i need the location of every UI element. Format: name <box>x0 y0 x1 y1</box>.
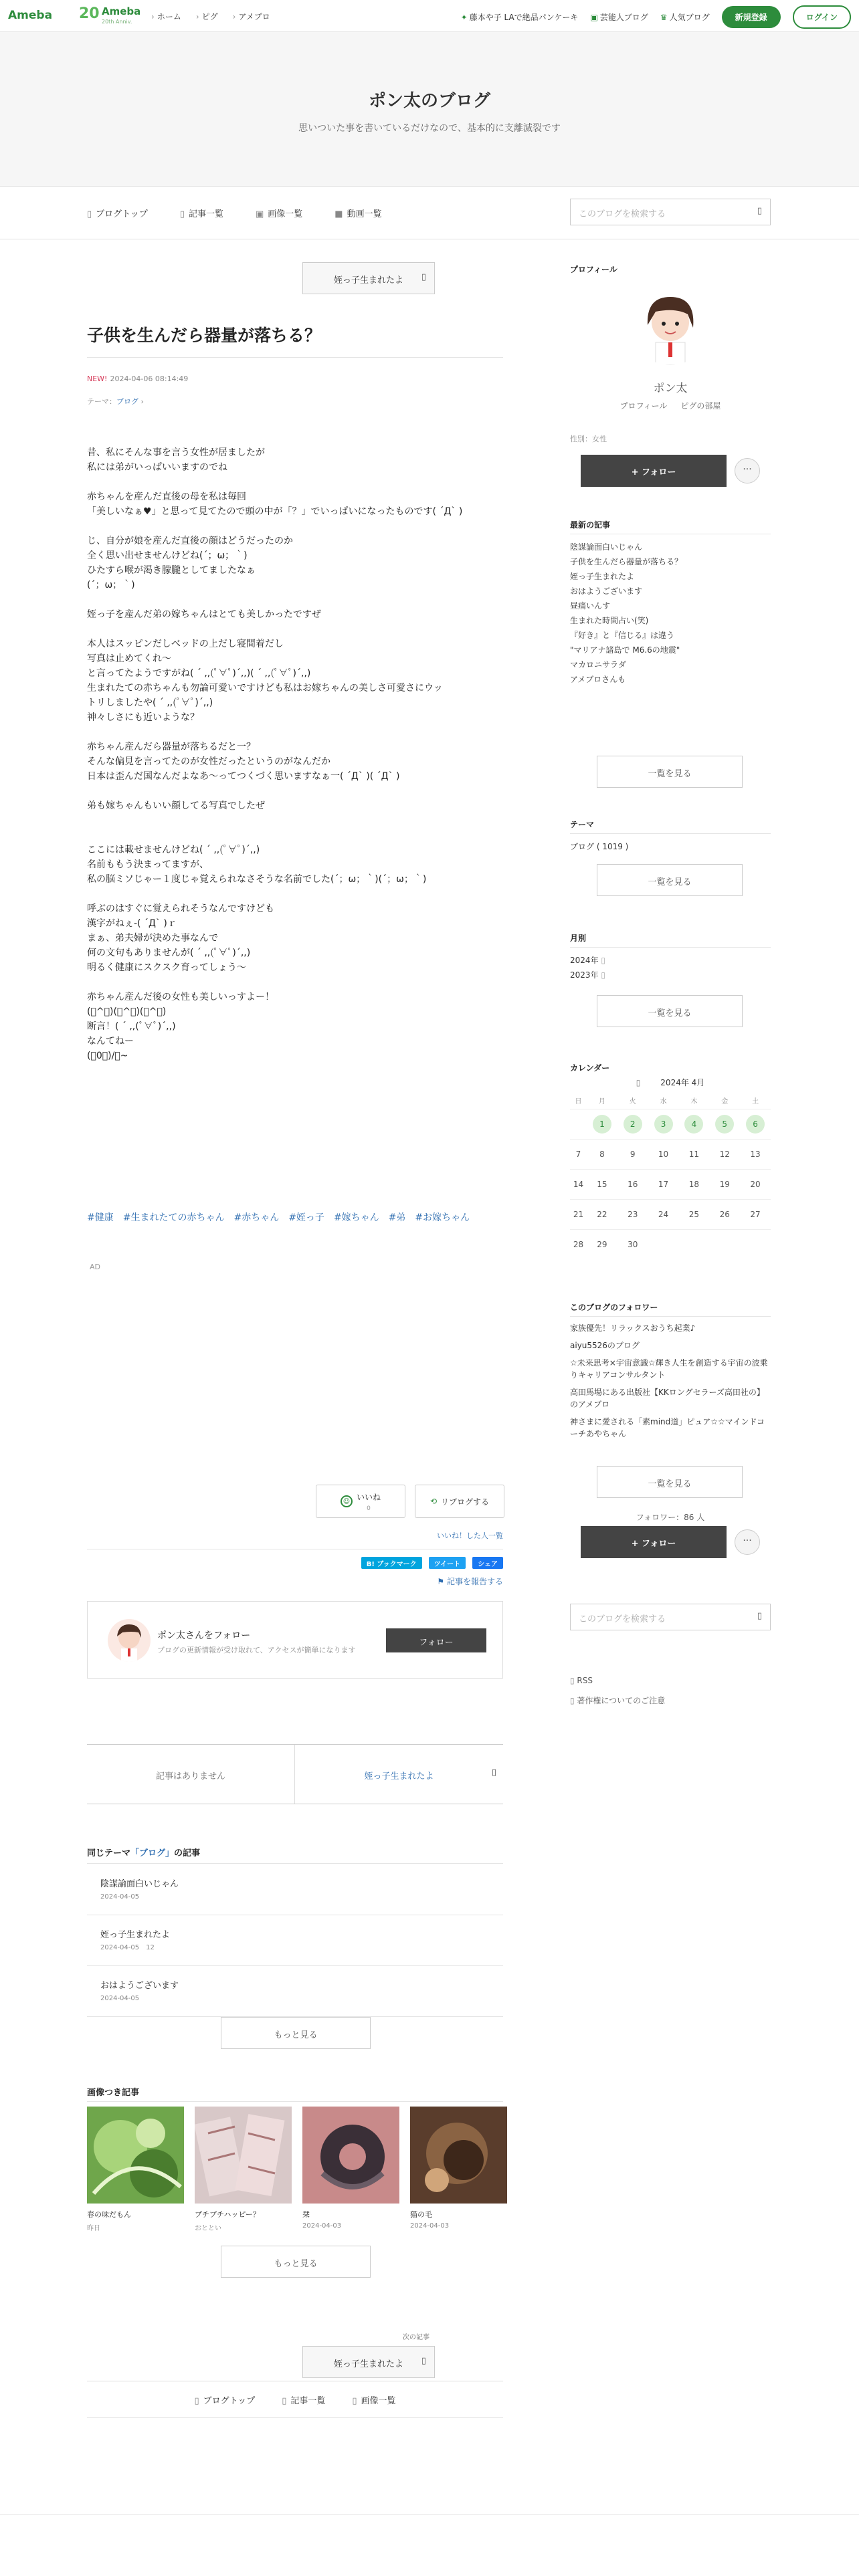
entry-body-line: じ、自分が娘を産んだ直後の顔はどうだったのか <box>87 536 293 546</box>
hashtag-link[interactable]: #生まれたての赤ちゃん <box>122 1212 225 1223</box>
entry-body-line: と言ってたようですがね( ´ ,,(ﾟ∀ﾟ)´,,)( ´ ,,(ﾟ∀ﾟ)´,,) <box>87 668 311 679</box>
calendar-day: 21 <box>570 1199 587 1229</box>
calendar-day: 8 <box>587 1139 617 1169</box>
blog-nav-videos[interactable]: ■ 動画一覧 <box>335 209 382 219</box>
calendar-day: 11 <box>678 1139 709 1169</box>
next-entry-bottom-button[interactable]: 姪っ子生まれたよ ▯ <box>302 2346 435 2378</box>
calendar-day: 22 <box>587 1199 617 1229</box>
followers-list <box>570 1316 771 1445</box>
like-list-link[interactable]: いいね！した人一覧 <box>437 1531 503 1540</box>
entry-body-line: (ﾟ0ﾟ)/ｰ~ <box>87 1051 128 1061</box>
calendar-day: 25 <box>678 1199 709 1229</box>
entry-thumbnail <box>87 2107 184 2204</box>
ameba-logo[interactable]: Ameba <box>8 9 53 22</box>
calendar-day: 13 <box>740 1139 771 1169</box>
report-link[interactable]: ⚑ 記事を報告する <box>437 1577 503 1586</box>
calendar-month: ▯ 2024年 4月 <box>636 1078 705 1087</box>
recent-entry-link[interactable]: マカロニサラダ <box>570 660 626 669</box>
entry-body-line: ひたすら喉が渇き朦朧としてましたなぁ <box>87 565 256 576</box>
related-entry[interactable] <box>87 1966 503 2017</box>
hashtags <box>87 1210 470 1224</box>
avatar <box>108 1619 151 1662</box>
smile-icon: ☺ <box>341 1495 353 1507</box>
theme-list <box>570 833 771 854</box>
entry-body-line <box>87 519 503 534</box>
follower-count: フォロワー：86 人 <box>636 1513 705 1522</box>
calendar-day <box>740 1229 771 1259</box>
related-heading: 同じテーマ「ブログ」の記事 <box>87 1848 201 1858</box>
page-bottom-divider <box>0 2514 859 2515</box>
list-icon: ▯ <box>282 2395 287 2406</box>
recent-list <box>570 534 771 687</box>
calendar-day: 26 <box>709 1199 740 1229</box>
blog-nav-top[interactable]: ▯ ブログトップ <box>87 209 148 219</box>
entry-body-line: 全く思い出せませんけどね(´；ω；｀) <box>87 550 248 561</box>
theme-heading: テーマ <box>570 820 595 829</box>
calendar-day: 7 <box>570 1139 587 1169</box>
blog-subtitle: 思いついた事を書いているだけなので、基本的に支離滅裂です <box>298 123 561 134</box>
month-item[interactable]: 2024年 ▯ <box>570 956 605 965</box>
footer-nav <box>87 2381 503 2418</box>
blog-header <box>0 32 859 186</box>
recent-entry-link[interactable]: 昼痛いんす <box>570 601 611 611</box>
image-entry-card[interactable]: プチプチハッピー？ おととい <box>195 2107 292 2232</box>
related-entry-date: 2024-04-05 12 <box>100 1944 155 1951</box>
calendar-day: 27 <box>740 1199 771 1229</box>
nav-ameblo[interactable]: › アメブロ <box>232 12 270 21</box>
follower-link[interactable]: aiyu5526のブログ <box>570 1341 640 1350</box>
sparkle-icon: ✦ <box>460 13 468 22</box>
tweet-button[interactable]: ツイート <box>429 1557 466 1569</box>
chevron-right-icon: › <box>232 12 236 21</box>
recent-entry-link[interactable]: アメブロさんも <box>570 675 626 684</box>
entry-body-line: 赤ちゃん産んだら器量が落ちるだと一？ <box>87 742 256 752</box>
entry-thumbnail <box>195 2107 292 2204</box>
calendar-heading: カレンダー <box>570 1063 610 1073</box>
next-entry-link[interactable]: 姪っ子生まれたよ ▯ <box>364 1767 496 1782</box>
calendar-day[interactable]: 1 <box>587 1109 617 1139</box>
entry-body-line <box>87 887 503 901</box>
promo-link[interactable]: ✦ 藤本や子 LAで絶品パンケーキ <box>460 13 579 22</box>
calendar-day: 17 <box>648 1169 679 1199</box>
calendar-day: 12 <box>709 1139 740 1169</box>
official-blog-link[interactable]: ▣ 芸能人ブログ <box>590 13 648 22</box>
image-entry-card[interactable]: 栞 2024-04-03 <box>302 2107 399 2232</box>
calendar <box>570 1077 771 1259</box>
blog-title[interactable]: ポン太のブログ <box>368 91 490 111</box>
calendar-day: 20 <box>740 1169 771 1199</box>
entry-body-line <box>87 784 503 798</box>
calendar-day <box>570 1109 587 1139</box>
calendar-day: 29 <box>587 1229 617 1259</box>
entry-body-line <box>87 622 503 637</box>
weekday-label: 日 <box>575 1098 582 1106</box>
anniversary-mark-icon: 20 <box>79 5 100 22</box>
next-entry-top-button[interactable]: 姪っ子生まれたよ ▯ <box>302 262 435 294</box>
login-button[interactable]: ログイン <box>793 5 851 29</box>
entry-body-line <box>87 475 503 490</box>
crown-icon: ♛ <box>660 13 668 22</box>
calendar-prev-icon[interactable]: ▯ <box>636 1078 641 1087</box>
divider <box>87 357 503 358</box>
calendar-day: 14 <box>570 1169 587 1199</box>
profile-link[interactable]: プロフィール <box>619 401 668 411</box>
reblog-button[interactable]: ⟲ リブログする <box>415 1485 504 1518</box>
weekday-label: 木 <box>690 1098 698 1106</box>
profile-name[interactable]: ポン太 <box>653 382 688 395</box>
entry-body-line: 何の文句もありませんが( ´ ,,(ﾟ∀ﾟ)´,,) <box>87 948 251 958</box>
follow-name: ポン太さんをフォロー <box>157 1630 251 1641</box>
document-icon: ▯ <box>570 1696 577 1705</box>
followers-see-all-button[interactable]: 一覧を見る <box>597 1466 743 1498</box>
related-entry-date: 2024-04-05 <box>100 1893 140 1901</box>
image-entries-heading: 画像つき記事 <box>87 2088 140 2098</box>
recent-entry-link[interactable]: おはようございます <box>570 586 643 596</box>
entry-body-line: トリしましたや( ´ ,,(ﾟ∀ﾟ)´,,) <box>87 697 213 708</box>
more-options-button[interactable]: ··· <box>735 458 760 484</box>
follow-box <box>87 1601 503 1679</box>
entry-body-line: 名前ももう決まってますが、 <box>87 859 209 870</box>
global-header <box>0 0 859 32</box>
next-entry-label: 次の記事 <box>403 2334 430 2341</box>
entry-body-line <box>87 593 503 607</box>
entry-meta: NEW! 2024-04-06 08:14:49 <box>87 374 189 383</box>
hashtag-link[interactable]: #姪っ子 <box>288 1212 324 1223</box>
hashtag-link[interactable]: #お嫁ちゃん <box>415 1212 470 1223</box>
footer-nav-top[interactable]: ▯ ブログトップ <box>194 2395 256 2406</box>
calendar-day <box>709 1229 740 1259</box>
footer-nav-entries[interactable]: ▯ 記事一覧 <box>282 2395 326 2406</box>
recent-entry-link[interactable]: 生まれた時間占い(笑) <box>570 616 649 625</box>
entry-body-line: 私の脳ミソじゃー１度じゃ覚えられなさそうな名前でした(´；ω；｀)(´；ω；｀) <box>87 874 427 885</box>
entry-body-line: 写真は止めてくれ〜 <box>87 653 171 664</box>
entry-body-line: ここには載せませんけどね( ´ ,,(ﾟ∀ﾟ)´,,) <box>87 845 260 855</box>
month-heading: 月別 <box>570 934 587 943</box>
signup-button[interactable]: 新規登録 <box>722 6 781 28</box>
related-entry-title: 陰謀論面白いじゃん <box>100 1879 179 1889</box>
related-entry-title: おはようございます <box>100 1981 179 1991</box>
pigg-room-link[interactable]: ピグの部屋 <box>680 401 721 411</box>
calendar-day: 19 <box>709 1169 740 1199</box>
calendar-day[interactable]: 6 <box>740 1109 771 1139</box>
calendar-day: 28 <box>570 1229 587 1259</box>
calendar-day: 23 <box>617 1199 648 1229</box>
related-theme-link[interactable]: 「ブログ」 <box>130 1848 175 1858</box>
follower-link[interactable]: ☆未来思考×宇宙意識☆輝き人生を創造する宇宙の波乗りキャリアコンサルタント <box>570 1358 768 1380</box>
calendar-day[interactable]: 5 <box>709 1109 740 1139</box>
entry-body-line <box>87 975 503 990</box>
chevron-right-icon: ▯ <box>601 970 605 980</box>
more-options-button-2[interactable]: ··· <box>735 1529 760 1555</box>
sidebar-follow-button[interactable]: + フォロー <box>581 455 727 487</box>
images-more-button[interactable]: もっと見る <box>221 2246 371 2278</box>
hatena-bookmark-button[interactable]: B! ブックマーク <box>361 1557 422 1569</box>
entry-body-line <box>87 828 503 843</box>
recent-entry-link[interactable]: 子供を生んだら器量が落ちる？ <box>570 557 683 566</box>
chevron-right-icon: › <box>151 12 155 21</box>
image-entry-card[interactable]: 春の味だもん 昨日 <box>87 2107 184 2232</box>
hashtag-link[interactable]: #健康 <box>87 1212 114 1223</box>
blog-nav <box>0 186 859 239</box>
popular-blog-link[interactable]: ♛ 人気ブログ <box>660 13 710 22</box>
profile-sex: 性別：女性 <box>570 435 607 443</box>
list-icon: ▯ <box>179 209 185 219</box>
facebook-share-button[interactable]: シェア <box>472 1557 503 1569</box>
entry-theme: テーマ：ブログ › <box>87 397 144 406</box>
rss-link[interactable]: ▯ RSS <box>570 1676 593 1685</box>
recent-heading: 最新の記事 <box>570 520 611 530</box>
entry-body-line: 姪っ子を産んだ弟の嫁ちゃんはとても美しかったですぜ <box>87 609 321 620</box>
entry-body-line: 明るく健康にスクスク育ってしょう〜 <box>87 962 246 973</box>
recent-entry-link[interactable]: "マリアナ諸島で M6.6の地震" <box>570 645 680 655</box>
hashtag-link[interactable]: #赤ちゃん <box>233 1212 280 1223</box>
like-button[interactable]: ☺ いいね 0 <box>316 1485 405 1518</box>
image-icon: ▣ <box>255 209 264 219</box>
entry-body-line: なんてねー <box>87 1036 134 1047</box>
entry-body-line: 漢字がねぇ-( ´Д` )ｒ <box>87 918 177 929</box>
prev-entry: 記事はありません <box>87 1745 295 1804</box>
divider <box>570 947 771 948</box>
page-icon: ▯ <box>87 209 92 219</box>
blog-nav-images[interactable]: ▣ 画像一覧 <box>255 209 303 219</box>
chevron-right-icon: ▯ <box>601 956 605 965</box>
chevron-right-icon: › <box>195 12 199 21</box>
chevron-right-icon: ▯ <box>421 2356 426 2366</box>
related-entry[interactable] <box>87 1915 503 1966</box>
entry-body-line: そんな偏見を言ってたのが女性だったというのがなんだか <box>87 756 330 767</box>
entry-body-line: 「美しいなぁ♥」と思って見てたので頭の中が「？」でいっぱいになったものです( ´Д` ) <box>87 506 463 517</box>
follower-link[interactable]: 家族優先！リラックスおうち起業♪ <box>570 1323 696 1333</box>
ad-label: AD <box>90 1263 100 1271</box>
entry-body-line: (´；ω；｀) <box>87 580 135 591</box>
entry-body-line: (ﾟ^ﾟ)(ﾟ^ﾟ)(ﾟ^ﾟ) <box>87 1006 167 1017</box>
entry-body-line: 私には弟がいっぱいいますのでね <box>87 462 227 473</box>
ameba-20th-logo[interactable]: 20 Ameba 20th Anniv. <box>79 5 141 25</box>
footer-nav-images[interactable]: ▯ 画像一覧 <box>352 2395 396 2406</box>
related-entry-title: 姪っ子生まれたよ <box>100 1930 171 1940</box>
calendar-day[interactable]: 4 <box>678 1109 709 1139</box>
weekday-label: 月 <box>598 1098 605 1106</box>
global-nav <box>151 11 270 22</box>
entry-body <box>87 445 503 1063</box>
chevron-right-icon: ▯ <box>421 272 426 282</box>
comment-count: 12 <box>146 1944 155 1951</box>
month-list <box>570 947 771 982</box>
entry-body-line: 生まれたての赤ちゃんも勿論可愛いですけども私はお嫁ちゃんの美しさ可愛さにウッ <box>87 683 443 693</box>
blog-nav-entries[interactable]: ▯ 記事一覧 <box>179 209 223 219</box>
theme-item[interactable]: ブログ ( 1019 ) <box>570 842 629 851</box>
calendar-day[interactable]: 3 <box>648 1109 679 1139</box>
weekday-label: 水 <box>660 1098 667 1106</box>
entry-pager <box>87 1744 503 1804</box>
weekday-label: 火 <box>629 1098 636 1106</box>
entry-body-line: 弟も嫁ちゃんもいい顔してる写真でしたぜ <box>87 800 265 811</box>
nav-home[interactable]: › ホーム <box>151 12 181 21</box>
entry-body-line: 昔、私にそんな事を言う女性が居ましたが <box>87 447 265 458</box>
theme-see-all-button[interactable]: 一覧を見る <box>597 864 743 896</box>
nav-pigg[interactable]: › ピグ <box>195 12 218 21</box>
entry-body-line <box>87 813 503 828</box>
blog-search-input[interactable]: このブログを検索する ▯ <box>570 199 771 225</box>
related-entry-date: 2024-04-05 <box>100 1995 140 2002</box>
calendar-day <box>648 1229 679 1259</box>
entry-body-line: 本人はスッピンだしベッドの上だし寝間着だし <box>87 639 284 649</box>
weekday-label: 土 <box>752 1098 759 1106</box>
search-icon[interactable]: ▯ <box>757 1611 762 1621</box>
theme-link[interactable]: ブログ <box>116 397 138 406</box>
calendar-day: 24 <box>648 1199 679 1229</box>
follower-link[interactable]: 神さまに愛される「素mind道」ピュア☆☆マインドコーチあやちゃん <box>570 1417 765 1438</box>
page-icon: ▯ <box>194 2395 199 2406</box>
calendar-day: 9 <box>617 1139 648 1169</box>
sidebar-follow-button-2[interactable]: + フォロー <box>581 1526 727 1558</box>
recent-see-all-button[interactable]: 一覧を見る <box>597 756 743 788</box>
related-entry[interactable] <box>87 1864 503 1915</box>
copyright-link[interactable]: ▯ 著作権についてのご注意 <box>570 1696 666 1705</box>
divider <box>570 833 771 834</box>
image-icon: ▯ <box>352 2395 357 2406</box>
rss-icon: ▯ <box>570 1676 577 1685</box>
search-icon[interactable]: ▯ <box>757 206 762 216</box>
followers-heading: このブログのフォロワー <box>570 1303 658 1312</box>
entry-thumbnail <box>410 2107 507 2204</box>
entry-body-line <box>87 725 503 740</box>
month-item[interactable]: 2023年 ▯ <box>570 970 605 980</box>
hashtag-link[interactable]: #嫁ちゃん <box>333 1212 379 1223</box>
divider <box>570 1316 771 1317</box>
recent-entry-link[interactable]: 陰謀論面白いじゃん <box>570 542 643 552</box>
weekday-label: 金 <box>721 1098 729 1106</box>
reblog-icon: ⟲ <box>430 1497 438 1506</box>
calendar-day <box>678 1229 709 1259</box>
month-see-all-button[interactable]: 一覧を見る <box>597 995 743 1027</box>
entry-body-line: まぁ、弟夫婦が決めた事なんで <box>87 933 218 944</box>
entry-body-line: 呼ぶのはすぐに覚えられそうなんですけども <box>87 903 274 914</box>
chevron-right-icon: ▯ <box>491 1767 496 1778</box>
hashtag-link[interactable]: #弟 <box>388 1212 406 1223</box>
image-entry-card[interactable]: 猫の毛 2024-04-03 <box>410 2107 507 2232</box>
entry-body-line: 神々しさにも近いような？ <box>87 712 199 723</box>
calendar-day: 18 <box>678 1169 709 1199</box>
entry-body-line: 赤ちゃんを産んだ直後の母を私は毎回 <box>87 492 246 502</box>
follower-link[interactable]: 高田馬場にある出版社【KKロングセラーズ高田社の】のアメブロ <box>570 1388 765 1409</box>
entry-body-line: 赤ちゃん産んだ後の女性も美しいっすよー！ <box>87 992 274 1002</box>
related-more-button[interactable]: もっと見る <box>221 2017 371 2049</box>
calendar-day: 15 <box>587 1169 617 1199</box>
follow-desc: ブログの更新情報が受け取れて、アクセスが簡単になります <box>157 1646 356 1654</box>
flag-icon: ⚑ <box>437 1577 447 1586</box>
entry-thumbnail <box>302 2107 399 2204</box>
recent-entry-link[interactable]: 姪っ子生まれたよ <box>570 572 635 581</box>
profile-heading: プロフィール <box>570 265 617 274</box>
calendar-day: 16 <box>617 1169 648 1199</box>
video-icon: ■ <box>335 209 343 219</box>
sidebar-search-input[interactable]: このブログを検索する ▯ <box>570 1604 771 1630</box>
entry-body-line: 日本は歪んだ国なんだよなあ〜ってつくづく思いますなぁ一( ´Д` )( ´Д` ) <box>87 771 400 782</box>
entry-body-line: 断言！( ´ ,,(ﾟ∀ﾟ)´,,) <box>87 1021 176 1032</box>
entry-title[interactable]: 子供を生んだら器量が落ちる？ <box>87 326 322 345</box>
profile-avatar[interactable] <box>632 288 709 365</box>
calendar-day: 10 <box>648 1139 679 1169</box>
calendar-day: 30 <box>617 1229 648 1259</box>
recent-entry-link[interactable]: 『好き』と『信じる』は違う <box>570 631 675 640</box>
divider <box>87 2101 503 2102</box>
calendar-day[interactable]: 2 <box>617 1109 648 1139</box>
divider <box>87 1863 503 1864</box>
official-icon: ▣ <box>590 13 598 22</box>
follow-button[interactable]: フォロー <box>386 1628 486 1652</box>
